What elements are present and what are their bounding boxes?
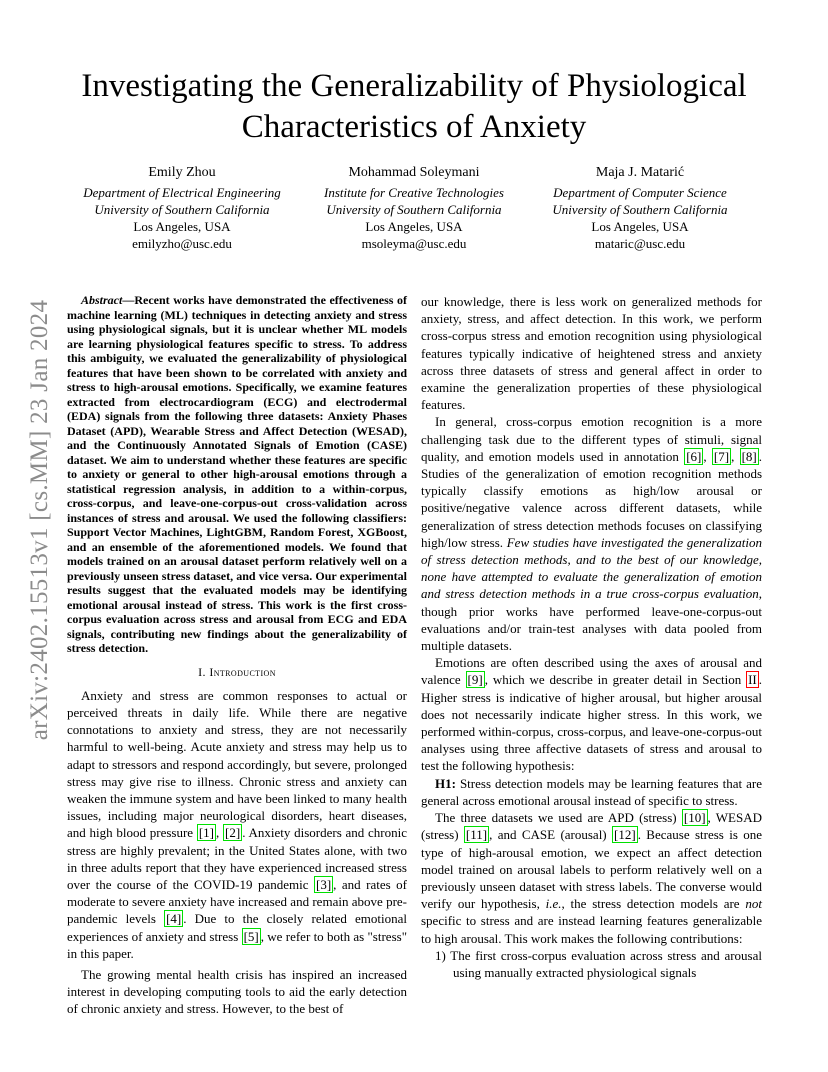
abstract-label: Abstract (81, 293, 123, 307)
abstract (67, 293, 407, 656)
right-paragraph-2: In general, cross-corpus emotion recognition is a more challenging task due to the different types of stimuli, signal quality, and emotion models used in annotation [6] , [7] , [8] . Studies of the generalization of emotion recognition methods typically classify emotions as high/low arousal or positive/negative valence across different datasets, while generalization of stress detection methods focuses on classifying high/low stress. Few studies have investigated the generalization of stress detection methods, and to the best of our knowledge, none have attempted to evaluate the generalization of emotion and stress detection methods in a true cross-corpus evaluation, though prior works have performed leave-one-corpus-out evaluations and/or train-test analyses with data pooled from multiple datasets. (421, 414, 763, 654)
author-dept: Department of Computer Science (553, 185, 727, 200)
citation-link[interactable]: [3] (316, 876, 332, 892)
right-paragraph-1: our knowledge, there is less work on generalized methods for anxiety, stress, and affect detection. In this work, we perform cross-corpus stress and emotion recognition using physiological features typically indicative of heightened stress and anxiety across three datasets of stress and general affect in order to examine the generalization properties of these physiological features. (421, 294, 762, 413)
author-city: Los Angeles, USA (365, 219, 463, 234)
left-column (67, 293, 407, 1018)
citation-link[interactable]: [8] (741, 448, 757, 464)
intro-paragraph-2: The growing mental health crisis has inspired an increased interest in developing computing tools to aid the early detection of chronic anxiety and stress. However, to the best of (67, 966, 407, 1017)
author-email: emilyzho@usc.edu (132, 236, 232, 251)
citation-link[interactable]: [6] (686, 448, 702, 464)
title-line-2: Characteristics of Anxiety (241, 109, 587, 145)
contribution-item-1: 1) The first cross-corpus evaluation across stress and arousal using manually extracted physiological signals (435, 947, 762, 980)
author-dept: Department of Electrical Engineering (83, 185, 281, 200)
citation-link[interactable]: [7] (713, 448, 730, 464)
citation-link[interactable]: [2] (225, 825, 241, 841)
citation-link[interactable]: [12] (614, 827, 636, 843)
citation-link[interactable]: [4] (166, 911, 182, 927)
paper-title (60, 66, 768, 148)
author-univ: University of Southern California (326, 202, 502, 217)
section-link[interactable]: II (748, 672, 757, 688)
arxiv-identifier (22, 280, 58, 760)
arxiv-id-text: arXiv:2402.15513v1 [cs.MM] 23 Jan 2024 (26, 299, 53, 741)
right-paragraph-4: The three datasets we used are APD (stress) [10] , WESAD (stress) [11] , and CASE (arousal) [12] . Because stress is one type of high-arousal emotion, we expect an affect detection model trained on arousal labels to perform relatively well on a previously unseen dataset with stress labels. The converse would verify our hypothesis, i.e., the stress detection models are not specific to stress and are instead learning features generalizable to high arousal. This work makes the following contributions: (421, 810, 763, 946)
section-heading-introduction: I. Introduction (198, 664, 276, 679)
intro-paragraph-1: Anxiety and stress are common responses to actual or perceived threats in daily life. While there are negative connotations to anxiety and stress, they are not necessarily harmful to well-being. Acute anxiety and stress may help us to adapt to stressors and respond accordingly, but severe, prolonged stress may give rise to illness. Chronic stress and anxiety can weaken the immune system and have been linked to many health issues, including major neurological disorders, heart diseases, and high blood pressure [1] , [2] . Anxiety disorders and chronic stress are highly prevalent; in the United States alone, with two in three adults report that they have experienced increased stress over the course of the COVID-19 pandemic [3] , and rates of moderate to severe anxiety have increased and remain above pre-pandemic levels [4] . Due to the closely related emotional experiences of anxiety and stress [5] , we refer to both as "stress" in this paper. (67, 687, 408, 961)
author-city: Los Angeles, USA (133, 219, 231, 234)
author-name: Emily Zhou (148, 165, 216, 180)
author-name: Maja J. Matarić (595, 165, 685, 180)
author-1 (67, 164, 297, 252)
title-line-1: Investigating the Generalizability of Physiological (81, 68, 747, 104)
citation-link[interactable]: [5] (243, 928, 259, 944)
citation-link[interactable]: [1] (198, 825, 214, 841)
author-univ: University of Southern California (552, 202, 728, 217)
hypothesis-h1: H1: Stress detection models may be learning features that are general across emotional arousal instead of specific to stress. (421, 775, 762, 808)
author-email: msoleyma@usc.edu (361, 236, 467, 251)
author-3 (525, 164, 755, 252)
citation-link[interactable]: [9] (467, 672, 483, 688)
author-2 (299, 164, 529, 252)
author-univ: University of Southern California (94, 202, 270, 217)
author-dept: Institute for Creative Technologies (324, 185, 504, 200)
author-email: mataric@usc.edu (594, 236, 686, 251)
right-column (421, 293, 762, 981)
author-name: Mohammad Soleymani (348, 165, 480, 180)
right-paragraph-3: Emotions are often described using the axes of arousal and valence [9] , which we describe in greater detail in Section II . Higher stress is indicative of higher arousal, but higher arousal does not necessarily indicate higher stress. In this work, we performed within-corpus, cross-corpus, and leave-one-corpus-out analyses using three affective datasets of stress and arousal to test the following hypothesis: (421, 655, 762, 774)
citation-link[interactable]: [10] (683, 810, 706, 826)
abstract-text: —Recent works have demonstrated the effectiveness of machine learning (ML) techniques in detecting anxiety and stress using physiological signals, but it is unclear whether ML models are learning physiological features specific to stress. To address this ambiguity, we evaluated the generalizability of physiological features that have been shown to be correlated with anxiety and stress to high-arousal emotions. Specifically, we examine features extracted from electrocardiogram (ECG) and electrodermal (EDA) signals from the following three datasets: Anxiety Phases Dataset (APD), Wearable Stress and Affect Detection (WESAD), and the Continuously Annotated Signals of Emotion (CASE) dataset. We aim to understand whether these features are specific to anxiety or general to other high-arousal emotions through a statistical regression analysis, in addition to a within-corpus, cross-corpus, and leave-one-corpus-out cross-validation across instances of stress and arousal. We used the following classifiers: Support Vector Machines, LightGBM, Random Forest, XGBoost, and an ensemble of the aforementioned models. We found that models trained on an arousal dataset perform relatively well on a previously unseen stress dataset, and vice versa. Our experimental results suggest that the evaluated models may be identifying emotional arousal instead of stress. This work is the first cross-corpus evaluation across stress and arousal from ECG and EDA signals, contributing new findings about the generalizability of stress detection. (67, 293, 407, 655)
author-city: Los Angeles, USA (591, 219, 689, 234)
citation-link[interactable]: [11] (465, 827, 488, 843)
